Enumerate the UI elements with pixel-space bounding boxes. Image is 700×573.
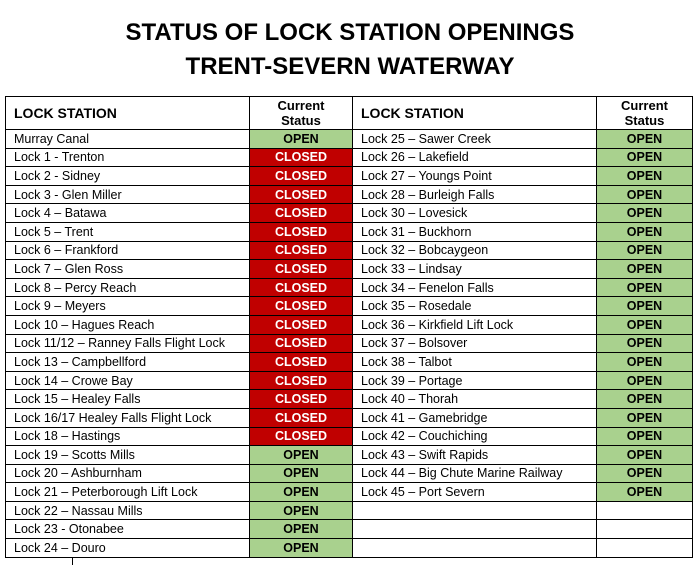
status-badge: OPEN [597, 315, 693, 334]
lock-station-name: Lock 22 – Nassau Mills [6, 501, 250, 520]
lock-station-name: Lock 37 – Bolsover [353, 334, 597, 353]
status-badge: OPEN [250, 501, 353, 520]
lock-station-name: Lock 8 – Percy Reach [6, 278, 250, 297]
table-row [6, 148, 693, 167]
status-badge: OPEN [597, 390, 693, 409]
lock-station-name: Lock 15 – Healey Falls [6, 390, 250, 409]
table-row [6, 501, 693, 520]
table-row [6, 408, 693, 427]
lock-station-name: Lock 18 – Hastings [6, 427, 250, 446]
lock-station-name: Lock 31 – Buckhorn [353, 222, 597, 241]
lock-station-name: Lock 45 – Port Severn [353, 483, 597, 502]
lock-station-name: Lock 43 – Swift Rapids [353, 446, 597, 465]
lock-station-name: Lock 25 – Sawer Creek [353, 130, 597, 149]
status-badge: OPEN [597, 334, 693, 353]
lock-station-name: Lock 21 – Peterborough Lift Lock [6, 483, 250, 502]
status-badge: OPEN [597, 297, 693, 316]
status-badge: OPEN [597, 185, 693, 204]
lock-station-name: Lock 10 – Hagues Reach [6, 315, 250, 334]
current-status-header-right [597, 97, 693, 130]
status-badge: OPEN [597, 371, 693, 390]
status-badge: CLOSED [250, 315, 353, 334]
status-badge: CLOSED [250, 371, 353, 390]
status-badge: OPEN [597, 167, 693, 186]
lock-station-name: Lock 39 – Portage [353, 371, 597, 390]
lock-station-name: Lock 4 – Batawa [6, 204, 250, 223]
table-row [6, 278, 693, 297]
table-body [6, 130, 693, 558]
status-badge: OPEN [250, 539, 353, 558]
status-badge: CLOSED [250, 278, 353, 297]
status-badge: OPEN [597, 241, 693, 260]
status-badge: OPEN [597, 427, 693, 446]
status-header-line1: Current [277, 98, 325, 113]
lock-station-name: Lock 26 – Lakefield [353, 148, 597, 167]
status-badge: CLOSED [250, 148, 353, 167]
status-badge: OPEN [250, 446, 353, 465]
table-row [6, 334, 693, 353]
status-badge: OPEN [250, 464, 353, 483]
lock-station-name: Lock 36 – Kirkfield Lift Lock [353, 315, 597, 334]
lock-station-name: Lock 40 – Thorah [353, 390, 597, 409]
status-badge: OPEN [250, 520, 353, 539]
status-badge [597, 539, 693, 558]
lock-station-name [353, 501, 597, 520]
table-row [6, 539, 693, 558]
table-row [6, 204, 693, 223]
status-badge: CLOSED [250, 427, 353, 446]
table-row [6, 130, 693, 149]
status-header-line1: Current [621, 98, 668, 113]
current-status-header-left [250, 97, 353, 130]
lock-station-name: Lock 30 – Lovesick [353, 204, 597, 223]
status-badge [597, 501, 693, 520]
lock-station-name: Lock 24 – Douro [6, 539, 250, 558]
page-title: STATUS OF LOCK STATION OPENINGS [125, 19, 575, 46]
status-badge: OPEN [597, 446, 693, 465]
lock-station-name: Lock 44 – Big Chute Marine Railway [353, 464, 597, 483]
table-row [6, 390, 693, 409]
lock-status-table [5, 96, 693, 558]
page-subtitle: TRENT-SEVERN WATERWAY [185, 53, 515, 80]
lock-station-name: Lock 23 - Otonabee [6, 520, 250, 539]
table-row [6, 241, 693, 260]
lock-station-name: Lock 32 – Bobcaygeon [353, 241, 597, 260]
table-row [6, 520, 693, 539]
table-row [6, 446, 693, 465]
lock-station-name: Lock 41 – Gamebridge [353, 408, 597, 427]
lock-station-name: Lock 28 – Burleigh Falls [353, 185, 597, 204]
table-row [6, 483, 693, 502]
status-badge: CLOSED [250, 260, 353, 279]
status-badge: OPEN [597, 464, 693, 483]
status-badge: CLOSED [250, 297, 353, 316]
status-badge: CLOSED [250, 167, 353, 186]
lock-station-name: Lock 35 – Rosedale [353, 297, 597, 316]
status-header-line2: Status [624, 113, 665, 128]
table-row [6, 353, 693, 372]
lock-station-name: Lock 27 – Youngs Point [353, 167, 597, 186]
status-badge: CLOSED [250, 353, 353, 372]
status-badge: CLOSED [250, 334, 353, 353]
lock-station-name: Lock 38 – Talbot [353, 353, 597, 372]
status-badge: CLOSED [250, 408, 353, 427]
lock-station-name: Lock 34 – Fenelon Falls [353, 278, 597, 297]
lock-station-name: Lock 20 – Ashburnham [6, 464, 250, 483]
lock-station-name: Lock 6 – Frankford [6, 241, 250, 260]
lock-station-name: Lock 33 – Lindsay [353, 260, 597, 279]
lock-station-name: Lock 2 - Sidney [6, 167, 250, 186]
lock-station-name: Lock 11/12 – Ranney Falls Flight Lock [6, 334, 250, 353]
table-row [6, 167, 693, 186]
status-badge: OPEN [597, 148, 693, 167]
lock-station-name: Lock 3 - Glen Miller [6, 185, 250, 204]
lock-station-name: Lock 13 – Campbellford [6, 353, 250, 372]
lock-station-name: Lock 1 - Trenton [6, 148, 250, 167]
status-badge: OPEN [597, 483, 693, 502]
table-row [6, 260, 693, 279]
status-badge: CLOSED [250, 390, 353, 409]
table-row [6, 315, 693, 334]
divider-line [72, 557, 73, 565]
lock-station-name: Lock 5 – Trent [6, 222, 250, 241]
lock-station-name: Lock 7 – Glen Ross [6, 260, 250, 279]
status-badge: OPEN [597, 204, 693, 223]
table-row [6, 371, 693, 390]
status-header-line2: Status [281, 113, 321, 128]
table-row [6, 427, 693, 446]
lock-station-name: Lock 42 – Couchiching [353, 427, 597, 446]
lock-station-name: Murray Canal [6, 130, 250, 149]
status-badge: OPEN [597, 353, 693, 372]
status-badge: OPEN [597, 130, 693, 149]
lock-station-name [353, 539, 597, 558]
lock-station-name: Lock 16/17 Healey Falls Flight Lock [6, 408, 250, 427]
table-row [6, 464, 693, 483]
status-badge [597, 520, 693, 539]
table-row [6, 297, 693, 316]
status-badge: OPEN [597, 222, 693, 241]
status-badge: CLOSED [250, 204, 353, 223]
lock-station-name: Lock 9 – Meyers [6, 297, 250, 316]
lock-station-name: Lock 14 – Crowe Bay [6, 371, 250, 390]
status-badge: OPEN [597, 408, 693, 427]
table-header-row [6, 97, 693, 130]
status-badge: OPEN [597, 260, 693, 279]
table-row [6, 222, 693, 241]
lock-station-header-left: LOCK STATION [6, 97, 250, 130]
table-row [6, 185, 693, 204]
status-badge: OPEN [250, 130, 353, 149]
status-badge: CLOSED [250, 222, 353, 241]
lock-station-name [353, 520, 597, 539]
lock-station-name: Lock 19 – Scotts Mills [6, 446, 250, 465]
status-badge: CLOSED [250, 241, 353, 260]
status-badge: OPEN [597, 278, 693, 297]
status-badge: OPEN [250, 483, 353, 502]
lock-station-header-right: LOCK STATION [353, 97, 597, 130]
status-badge: CLOSED [250, 185, 353, 204]
